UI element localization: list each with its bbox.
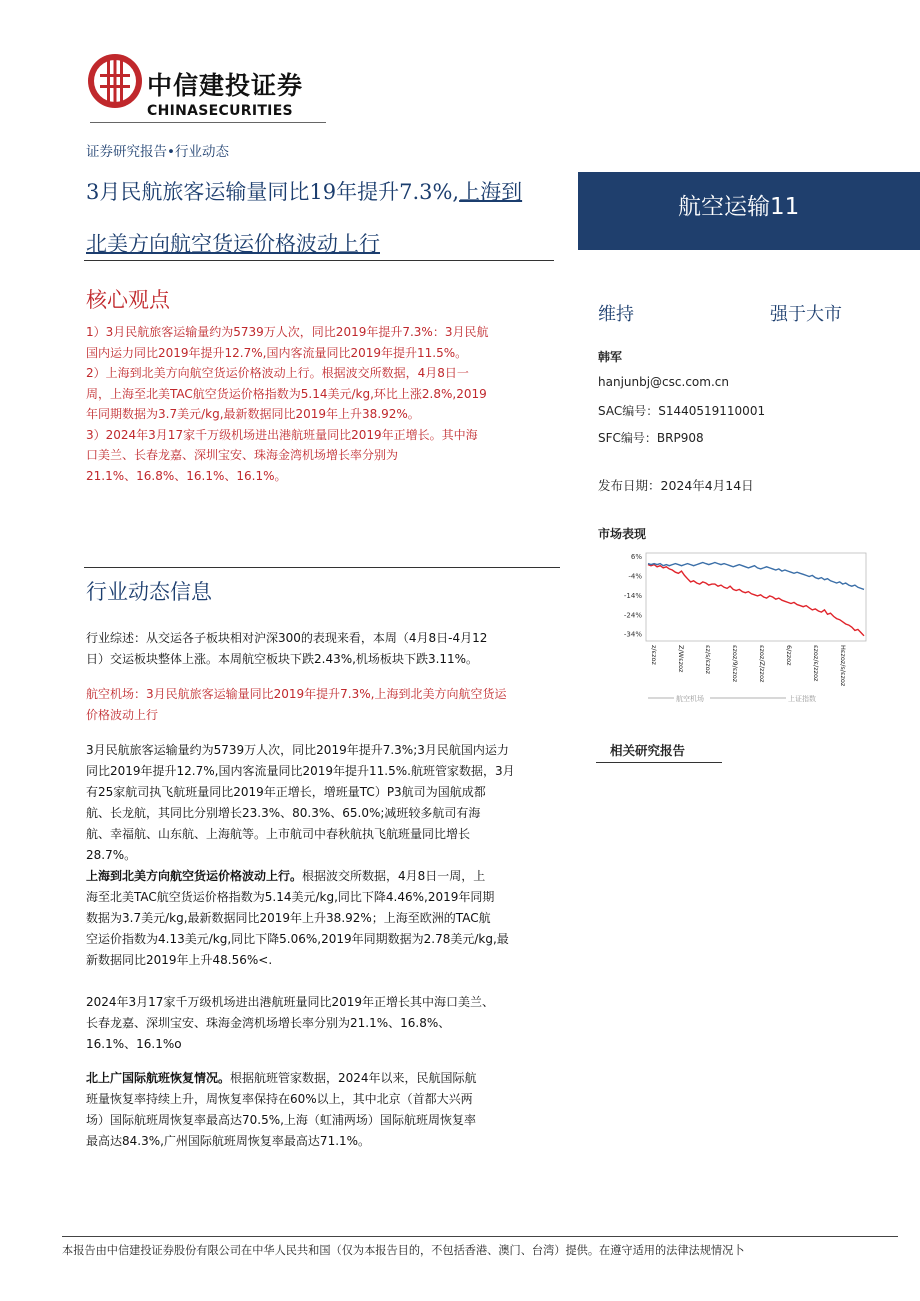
core-line: 2）上海到北美方向航空货运价格波动上行。根据波交所数据，4月8日一 xyxy=(86,366,469,380)
para-line: 28.7%。 xyxy=(86,848,137,862)
y-tick-label: -14% xyxy=(623,591,642,600)
y-tick-label: -4% xyxy=(628,572,642,581)
title-underlined-part: 上海到 xyxy=(459,180,523,204)
rating-label: 维持 xyxy=(598,304,634,325)
related-reports-title: 相关研究报告 xyxy=(610,743,686,758)
industry-overview xyxy=(86,628,561,670)
title-underlined-line2: 北美方向航空货运价格波动上行 xyxy=(86,232,380,256)
industry-banner xyxy=(578,172,920,250)
para-line xyxy=(86,866,561,887)
core-heading: 核心观点 xyxy=(86,288,170,312)
paragraph-international xyxy=(86,1068,561,1152)
para-lead: 上海到北美方向航空货运价格波动上行。 xyxy=(86,869,303,883)
x-tick-label: z/εzoz xyxy=(650,645,658,665)
core-line: 国内运力同比2019年提升12.7%,国内客流量同比2019年提升11.5%。 xyxy=(86,345,468,360)
market-chart xyxy=(596,548,871,710)
report-title-line1 xyxy=(86,176,556,206)
x-tick-label: Hεzoz/s/εzoz xyxy=(839,645,847,687)
breadcrumb: 证券研究报告•行业动态 xyxy=(86,144,229,160)
brand-name-en: CHINASECURITIES xyxy=(147,103,293,119)
analyst-email[interactable]: hanjunbj@csc.com.cn xyxy=(598,375,729,389)
para-line: 空运价指数为4.13美元/kg,同比下降5.06%,2019年同期数据为2.78美元/kg,最 xyxy=(86,932,509,946)
overview-line: 日）交运板块整体上涨。本周航空板块下跌2.43%,机场板块下跌3.11%。 xyxy=(86,652,479,666)
para-text: 根据航班管家数据，2024年以来，民航国际航 xyxy=(230,1071,477,1085)
header-divider xyxy=(90,122,326,123)
title-divider xyxy=(84,260,554,261)
publish-date: 发布日期：2024年4月14日 xyxy=(598,478,754,493)
subheading-line: 航空机场：3月民航旅客运输量同比2019年提升7.3%,上海到北美方向航空货运 xyxy=(86,687,507,701)
company-logo xyxy=(86,52,144,110)
section-divider xyxy=(84,567,560,568)
para-line: 数据为3.7美元/kg,最新数据同比2019年上升38.92%；上海至欧洲的TAC航 xyxy=(86,911,491,925)
para-line: 最高达84.3%,广州国际航班周恢复率最高达71.1%。 xyxy=(86,1134,371,1148)
analyst-name: 韩军 xyxy=(598,350,623,364)
report-title-line2 xyxy=(86,228,556,258)
para-lead: 北上广国际航班恢复情况。 xyxy=(86,1071,231,1085)
legend-index: 上证指数 xyxy=(788,695,816,703)
core-line: 口美兰、长春龙嘉、深圳宝安、珠海金湾机场增长率分别为 xyxy=(86,448,399,462)
rating-value: 强于大市 xyxy=(770,304,842,325)
para-line: 班量恢复率持续上升，周恢复率保持在60%以上，其中北京（首都大兴两 xyxy=(86,1092,473,1106)
para-text: 根据波交所数据，4月8日一周，上 xyxy=(302,869,486,883)
para-line: 长春龙嘉、深圳宝安、珠海金湾机场增长率分别为21.1%、16.8%、 xyxy=(86,1016,451,1030)
title-part: 3月民航旅客运输量同比19年提升7.3%, xyxy=(86,180,460,204)
core-line: 周，上海至北美TAC航空货运价格指数为5.14美元/kg,环比上涨2.8%,2019 xyxy=(86,386,487,401)
para-line: 有25家航司执飞航班量同比2019年正增长，增班量TC）P3航司为国航成都 xyxy=(86,785,486,799)
y-tick-label: 6% xyxy=(630,553,642,561)
market-title: 市场表现 xyxy=(598,527,647,541)
x-tick-label: εzoz/Z/zzoz xyxy=(758,645,766,683)
paragraph-passenger xyxy=(86,740,561,971)
x-tick-label: εzoz/ε/zzoz xyxy=(812,645,820,682)
para-line: 新数据同比2019年上升48.56%<. xyxy=(86,953,273,967)
sac-number: SAC编号：S1440519110001 xyxy=(598,404,766,418)
x-tick-label: Z/Wεzoz xyxy=(677,645,685,673)
subheading-line: 价格波动上行 xyxy=(86,708,159,722)
para-line xyxy=(86,1068,561,1089)
y-tick-label: -34% xyxy=(623,630,642,639)
x-tick-label: εzoz/9/εzoz xyxy=(731,645,739,683)
section-heading: 行业动态信息 xyxy=(86,580,212,604)
paragraph-airports xyxy=(86,992,561,1055)
airline-subheading xyxy=(86,684,561,726)
y-tick-label: -24% xyxy=(623,611,642,620)
para-line: 场）国际航班周恢复率最高达70.5%,上海（虹浦两场）国际航班周恢复率 xyxy=(86,1113,476,1127)
core-line: 21.1%、16.8%、16.1%、16.1%。 xyxy=(86,468,287,483)
footer-divider xyxy=(62,1236,898,1237)
para-line: 航、幸福航、山东航、上海航等。上市航司中春秋航执飞航班量同比增长 xyxy=(86,827,471,841)
x-tick-label: εz/s/εzoz xyxy=(704,645,712,675)
para-line: 3月民航旅客运输量约为5739万人次，同比2019年提升7.3%;3月民航国内运力 xyxy=(86,743,509,757)
core-line: 年同期数据为3.7美元/kg,最新数据同比2019年上升38.92%。 xyxy=(86,407,420,421)
overview-line: 行业综述：从交运各子板块相对沪深300的表现来看，本周（4月8日-4月12 xyxy=(86,631,488,645)
brand-name-cn: 中信建投证券 xyxy=(147,71,304,100)
core-points xyxy=(86,322,556,486)
para-line: 2024年3月17家千万级机场进出港航班量同比2019年正增长其中海口美兰、 xyxy=(86,995,494,1009)
para-line: 海至北美TAC航空货运价格指数为5.14美元/kg,同比下降4.46%,2019年同期 xyxy=(86,890,495,904)
para-line: 同比2019年提升12.7%,国内客流量同比2019年提升11.5%.航班管家数据，3月 xyxy=(86,764,515,778)
industry-name: 航空运输11 xyxy=(678,194,800,220)
para-line: 16.1%、16.1%o xyxy=(86,1037,182,1051)
core-line: 3）2024年3月17家千万级机场进出港航班量同比2019年正增长。其中海 xyxy=(86,427,478,442)
disclaimer: 本报告由中信建投证券股份有限公司在中华人民共和国（仅为本报告目的，不包括香港、澳门、台湾）提供。在遵守适用的法律法规情况卜 xyxy=(62,1244,745,1257)
x-tick-label: 6/zzoz xyxy=(785,645,793,666)
core-line: 1）3月民航旅客运输量约为5739万人次，同比2019年提升7.3%：3月民航 xyxy=(86,325,489,339)
related-divider xyxy=(596,762,722,763)
para-line: 航、长龙航，其同比分别增长23.3%、80.3%、65.0%;减班较多航司有海 xyxy=(86,806,481,820)
legend-aviation: 航空机场 xyxy=(676,695,704,703)
sfc-number: SFC编号：BRP908 xyxy=(598,431,704,445)
